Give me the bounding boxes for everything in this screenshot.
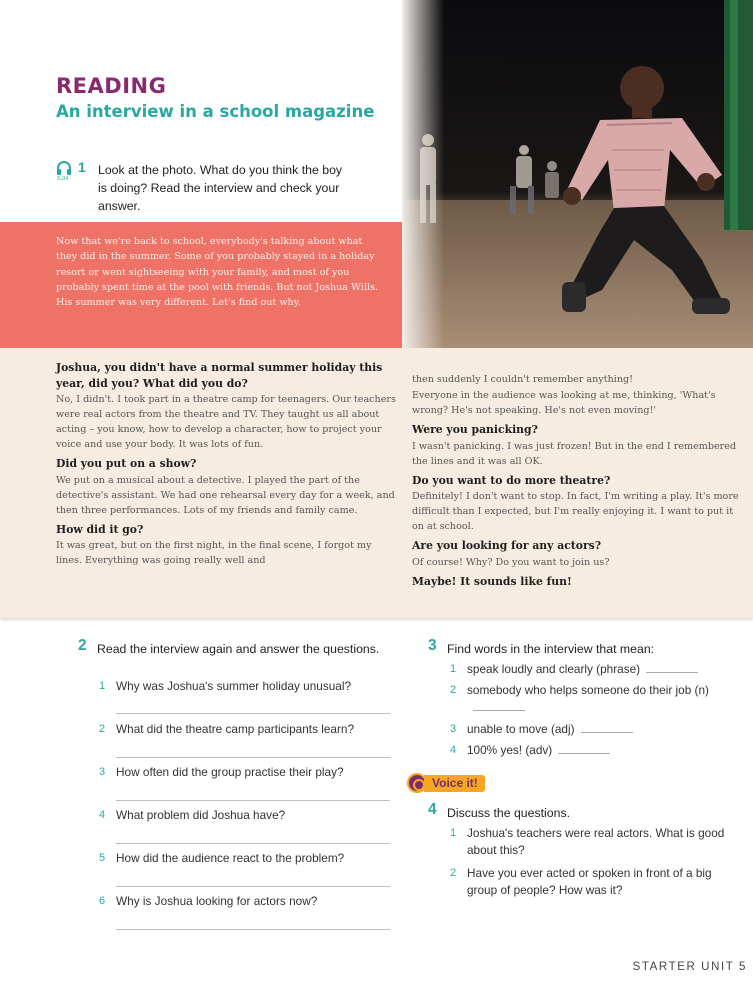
answer-blank[interactable] [646,663,698,673]
page-footer: STARTER UNIT 5 [632,961,747,973]
interview-question: Maybe! It sounds like fun! [412,574,572,588]
answer-line[interactable] [116,800,390,801]
exercise-number: 2 [78,637,87,654]
interview-column-right [412,372,742,590]
exercise-number: 1 [78,159,86,175]
interview-question: Joshua, you didn't have a normal summer holiday this year, did you? What did you do? [56,361,383,390]
exercise-number: 4 [428,801,437,818]
answer-blank[interactable] [581,723,633,733]
exercise-title: Read the interview again and answer the questions. [97,642,380,656]
interview-question: Were you panicking? [412,423,538,436]
answer-line[interactable] [116,713,390,714]
exercise-instruction: Look at the photo. What do you think the boy is doing? Read the interview and check your answer. [98,163,343,213]
interview-answer: No, I didn't. I took part in a theatre camp for teenagers. Our teachers were real actors from the theatre and TV. They taught us all about acting – you know, how to develop a character, how to project your voice and use your body. It was lots of fun. [56,394,396,450]
theatre-photo [402,0,753,348]
interview-answer: then suddenly I couldn't remember anything! [412,374,634,385]
answer-line[interactable] [116,843,390,844]
interview-question: How did it go? [56,522,144,536]
answer-blank[interactable] [473,701,525,711]
interview-question: Do you want to do more theatre? [412,473,611,487]
reading-heading [56,74,396,122]
interview-column-left [56,360,396,572]
exercise-title: Discuss the questions. [447,806,571,820]
interview-answer: Of course! Why? Do you want to join us? [412,556,610,568]
exercise-title: Find words in the interview that mean: [447,642,655,656]
interview-answer: We put on a musical about a detective. I played the part of the detective's assistant. We had one rehearsal every day for a week, and then three performances. Lots of my friends and family came. [56,474,395,516]
interview-question: Are you looking for any actors? [412,539,602,552]
interview-panel [0,348,753,618]
answer-blank[interactable] [558,744,610,754]
section-title: READING [56,74,167,98]
exercise-number: 3 [428,637,437,654]
interview-answer: It was great, but on the first night, in the final scene, I forgot my lines. Everything was going really well and [56,540,372,566]
interview-answer: Everyone in the audience was looking at me, thinking, 'What's wrong? He's not speaking. He's not even moving!' [412,390,716,416]
intro-text: Now that we're back to school, everybody's talking about what they did in the summer. Some of you probably stayed in a holiday resort or went sightseeing with your family, and most of you probably spent time at the pool with friends. But not Joshua Wills. His summer was very different. Let's find out why. [56,236,378,309]
interview-question: Did you put on a show? [56,457,197,470]
answer-line[interactable] [116,757,390,758]
interview-answer: I wasn't panicking. I was just frozen! But in the end I remembered the lines and it was all OK. [412,440,737,467]
answer-line[interactable] [116,886,390,887]
article-subtitle: An interview in a school magazine [56,102,375,121]
answer-line[interactable] [116,929,390,930]
interview-answer: Definitely! I don't want to stop. In fact, I'm writing a play. It's more difficult than I expected, but I'm really enjoying it. I want to put it on at school. [412,491,739,532]
audio-track-number: S.04 [57,176,69,182]
headphones-icon[interactable] [56,161,72,175]
intro-box [0,222,402,348]
voice-it-label: Voice it! [424,775,485,792]
